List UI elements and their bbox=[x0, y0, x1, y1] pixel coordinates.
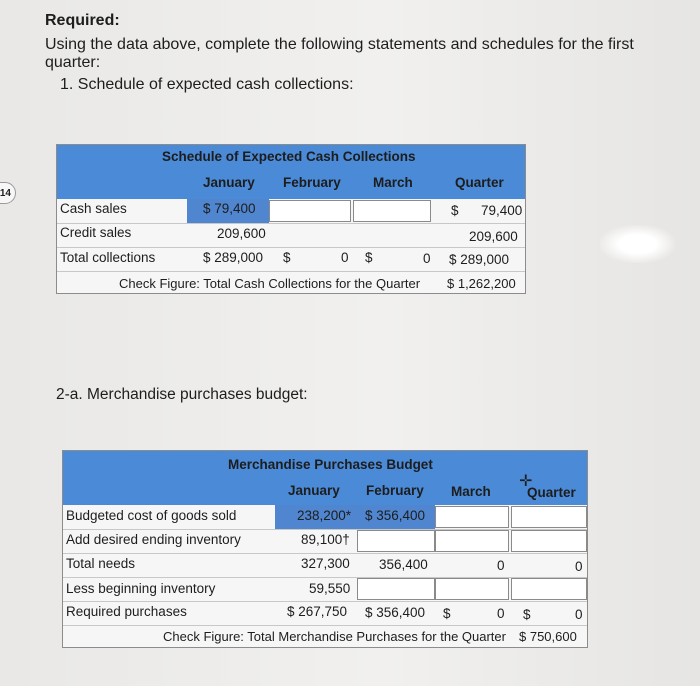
total-needs-quarter: 0 bbox=[575, 559, 583, 574]
total-collections-february: 0 bbox=[341, 250, 349, 265]
required-purchases-quarter-dollar: $ bbox=[523, 607, 531, 622]
required-heading: Required: bbox=[45, 12, 120, 29]
beginning-inventory-march-input[interactable] bbox=[435, 578, 509, 600]
row-beginning-inventory-label: Less beginning inventory bbox=[66, 581, 216, 596]
cash-sales-march-input[interactable] bbox=[353, 200, 431, 222]
row-required-purchases-label: Required purchases bbox=[66, 604, 187, 619]
credit-sales-quarter: 209,600 bbox=[469, 229, 518, 244]
required-purchases-quarter: 0 bbox=[575, 607, 583, 622]
credit-sales-january: 209,600 bbox=[217, 226, 266, 241]
total-needs-february: 356,400 bbox=[379, 557, 428, 572]
schedule1-check-label: Check Figure: Total Cash Collections for the Quarter bbox=[119, 276, 421, 291]
beginning-inventory-quarter-input[interactable] bbox=[511, 578, 587, 600]
schedule2-col-february: February bbox=[366, 483, 424, 498]
cash-sales-february-input[interactable] bbox=[269, 200, 351, 222]
ending-inventory-quarter-input[interactable] bbox=[511, 530, 587, 552]
row-credit-sales-label: Credit sales bbox=[60, 225, 132, 240]
cash-sales-quarter: 79,400 bbox=[481, 203, 523, 218]
question-number-tab[interactable]: 14 bbox=[0, 182, 16, 204]
cash-collections-schedule bbox=[56, 144, 526, 294]
instructions-text: Using the data above, complete the following statements and schedules for the first quarter: bbox=[45, 36, 634, 71]
total-collections-march: 0 bbox=[423, 251, 431, 266]
ending-inventory-february-input[interactable] bbox=[357, 530, 435, 552]
row-total-collections-label: Total collections bbox=[60, 250, 156, 265]
cogs-january: 238,200* bbox=[297, 508, 352, 523]
schedule1-col-quarter: Quarter bbox=[455, 175, 504, 190]
schedule1-title: Schedule of Expected Cash Collections bbox=[162, 149, 416, 164]
row-ending-inventory-label: Add desired ending inventory bbox=[66, 532, 241, 547]
cash-sales-quarter-dollar: $ bbox=[451, 203, 459, 218]
row-total-needs-label: Total needs bbox=[66, 556, 136, 571]
beginning-inventory-february-input[interactable] bbox=[357, 578, 435, 600]
required-purchases-february: $ 356,400 bbox=[365, 605, 426, 620]
required-purchases-march: 0 bbox=[497, 606, 505, 621]
required-purchases-mar-dollar: $ bbox=[443, 606, 451, 621]
schedule2-check-label: Check Figure: Total Merchandise Purchases for the Quarter bbox=[163, 629, 506, 644]
total-collections-january: $ 289,000 bbox=[203, 250, 264, 265]
cogs-february: $ 356,400 bbox=[365, 508, 426, 523]
part2a-label: 2-a. Merchandise purchases budget: bbox=[56, 386, 308, 403]
schedule2-title: Merchandise Purchases Budget bbox=[228, 457, 433, 472]
schedule2-check-value: $ 750,600 bbox=[519, 629, 577, 644]
schedule2-col-quarter: Quarter bbox=[527, 485, 576, 500]
schedule2-col-march: March bbox=[451, 484, 491, 499]
move-cursor-icon: ✛ bbox=[519, 473, 533, 490]
schedule2-col-january: January bbox=[288, 483, 340, 498]
total-collections-feb-dollar: $ bbox=[283, 250, 291, 265]
schedule1-col-january: January bbox=[203, 175, 255, 190]
total-needs-january: 327,300 bbox=[301, 556, 350, 571]
cash-sales-january: $ 79,400 bbox=[203, 201, 256, 216]
schedule1-check-value: $ 1,262,200 bbox=[447, 276, 516, 291]
merchandise-purchases-budget bbox=[62, 450, 588, 648]
part1-label: 1. Schedule of expected cash collections: bbox=[60, 76, 354, 93]
beginning-inventory-january: 59,550 bbox=[309, 581, 351, 596]
total-collections-mar-dollar: $ bbox=[365, 250, 373, 265]
required-purchases-january: $ 267,750 bbox=[287, 604, 348, 619]
schedule1-col-march: March bbox=[373, 175, 413, 190]
cogs-quarter-input[interactable] bbox=[511, 506, 587, 528]
total-needs-march: 0 bbox=[497, 558, 505, 573]
schedule1-col-february: February bbox=[283, 175, 341, 190]
ending-inventory-january: 89,100† bbox=[301, 532, 350, 547]
screen-glare bbox=[600, 225, 675, 263]
row-cogs-label: Budgeted cost of goods sold bbox=[66, 508, 237, 523]
total-collections-quarter: $ 289,000 bbox=[449, 252, 510, 267]
cogs-march-input[interactable] bbox=[435, 506, 509, 528]
ending-inventory-march-input[interactable] bbox=[435, 530, 509, 552]
row-cash-sales-label: Cash sales bbox=[60, 201, 127, 216]
